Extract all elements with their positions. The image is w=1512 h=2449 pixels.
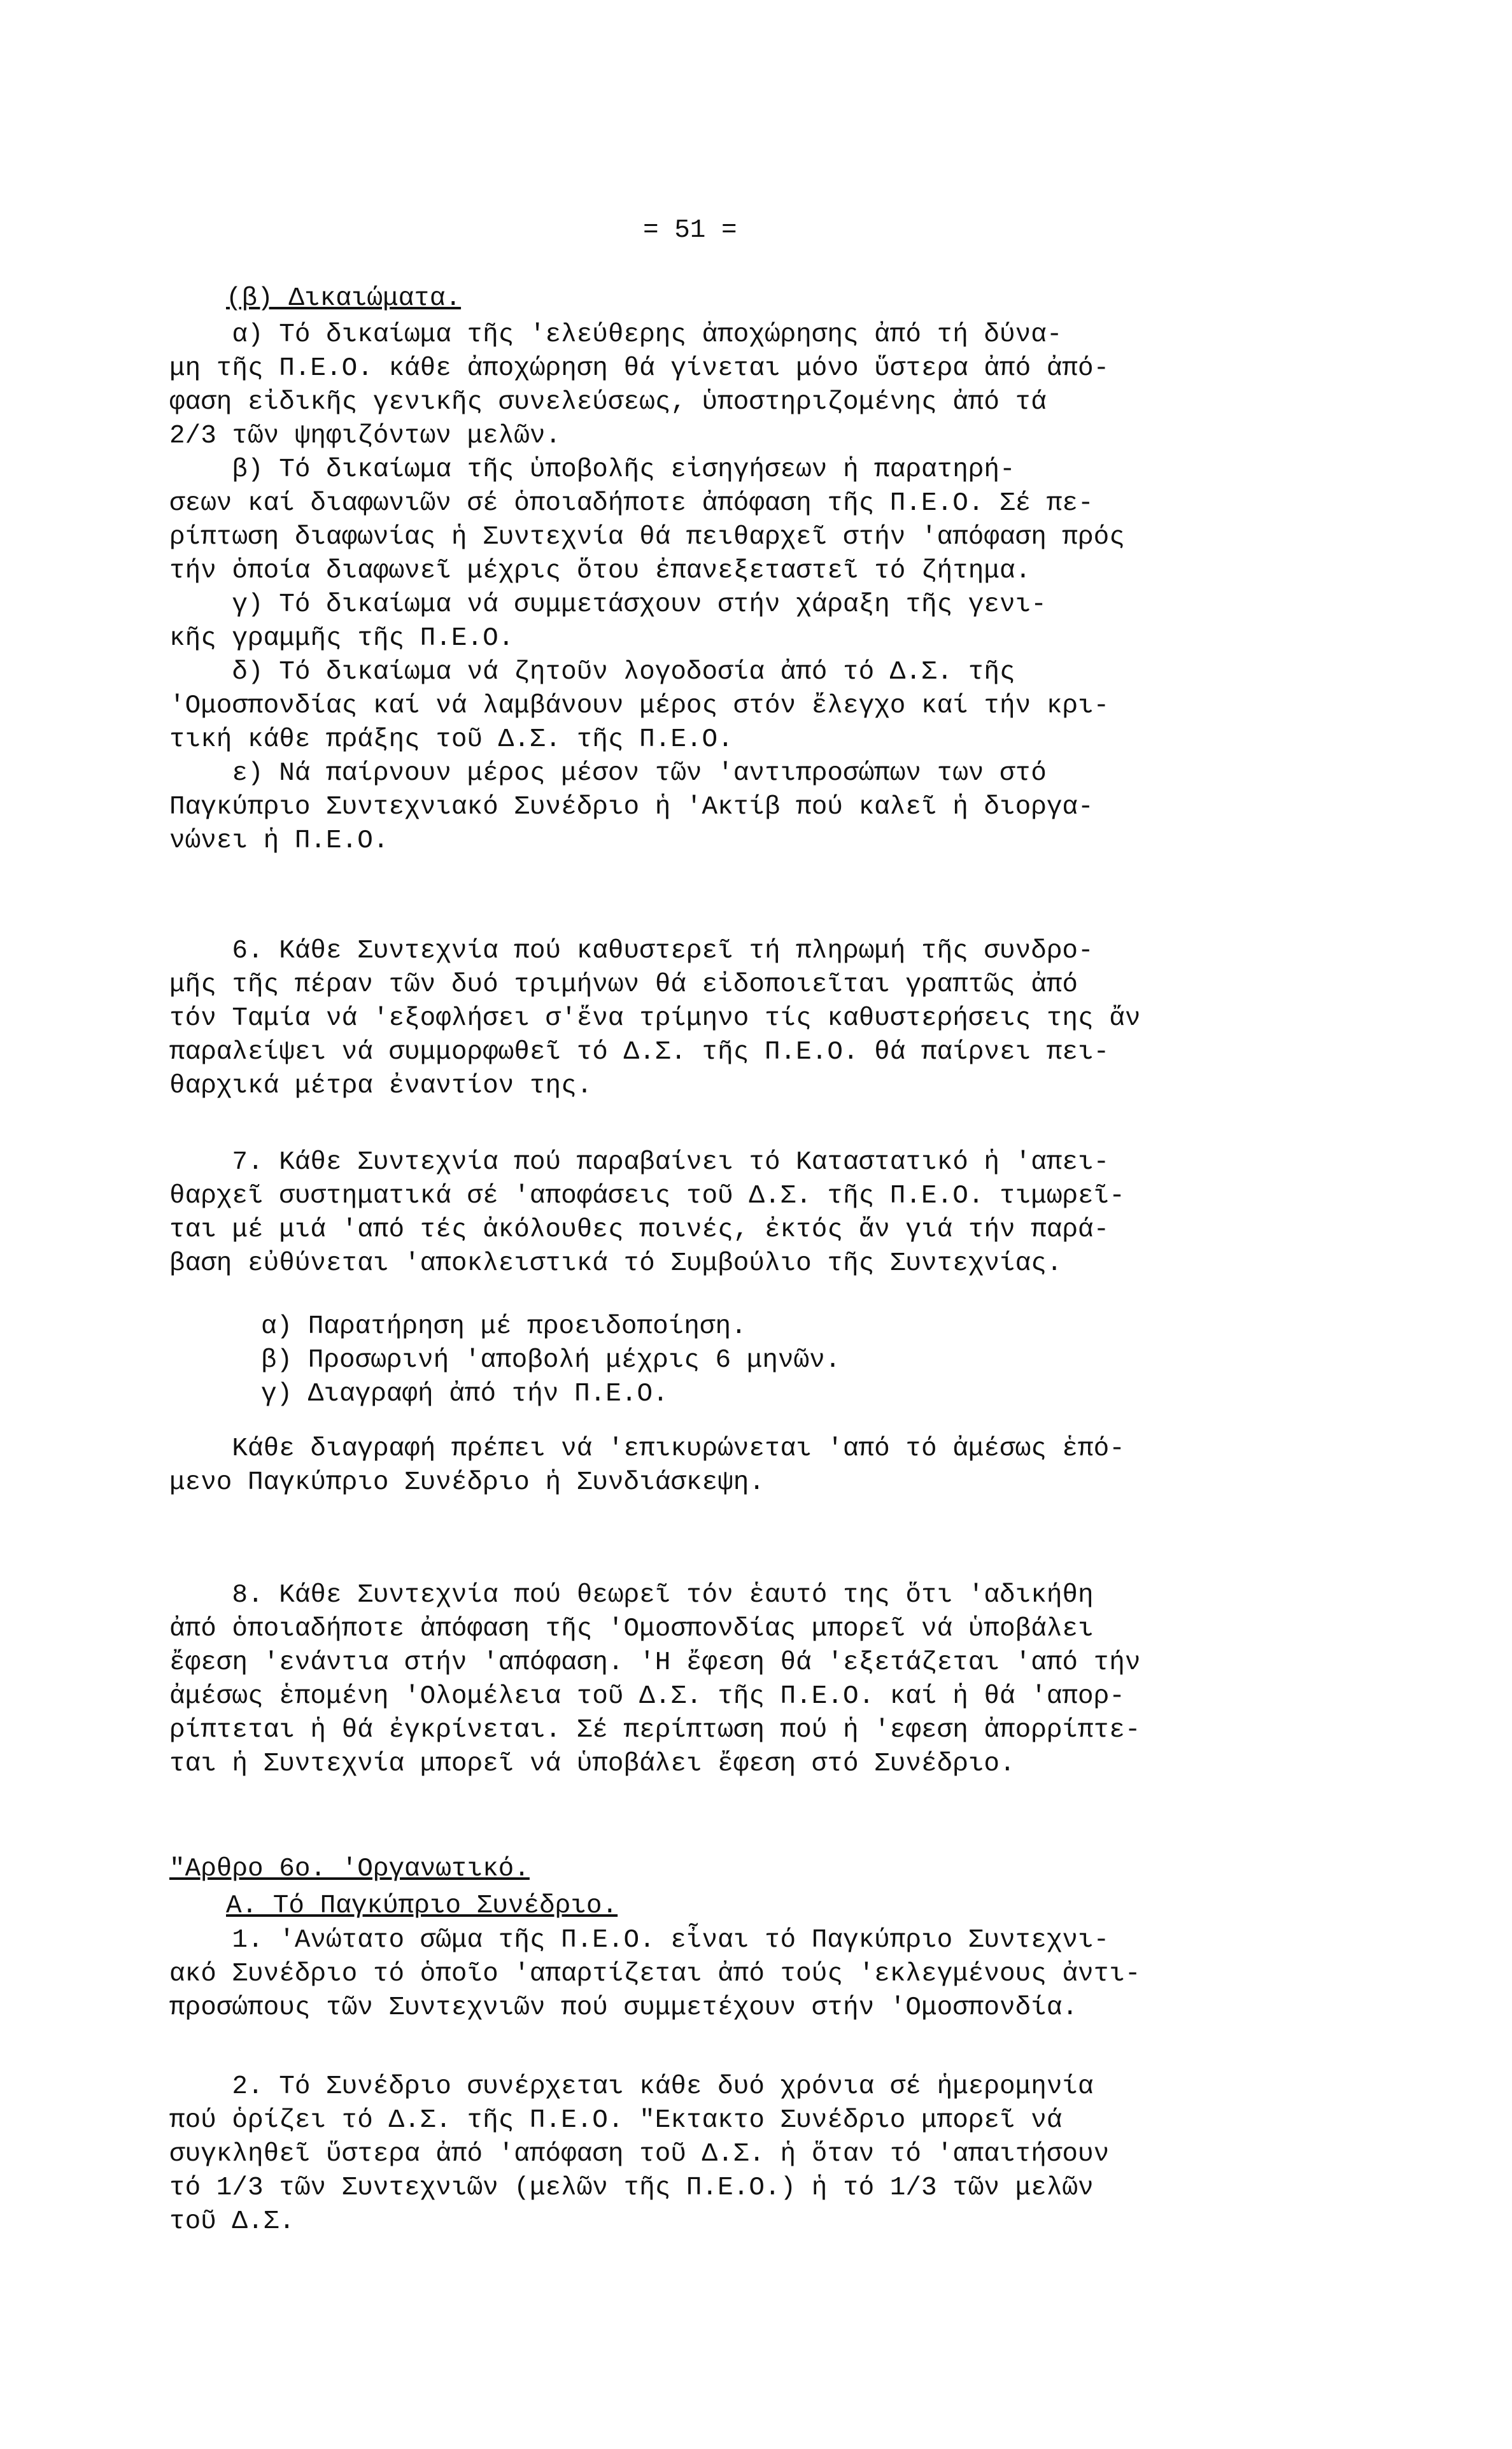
page-number: = 51 = — [643, 216, 737, 245]
text-line: 1. 'Ανώτατο σῶμα τῆς Π.Ε.Ο. εἶναι τό Παγκύπριο Συντεχνι- — [169, 1926, 1110, 1955]
text-line: τήν ὁποία διαφωνεῖ μέχρις ὅτου ἐπανεξεταστεῖ τό ζήτημα. — [169, 556, 1031, 586]
text-line: φαση εἰδικῆς γενικῆς συνελεύσεως, ὑποστηριζομένης ἀπό τά — [169, 388, 1047, 417]
text-line: ἔφεση 'ενάντια στήν 'απόφαση. 'Η ἔφεση θά 'εξετάζεται 'από τήν — [169, 1648, 1141, 1677]
article-6-heading: "Αρθρο 6ο. 'Οργανωτικό. — [169, 1854, 530, 1884]
text-line: πού ὁρίζει τό Δ.Σ. τῆς Π.Ε.Ο. "Εκτακτο Συνέδριο μπορεῖ νά — [169, 2106, 1063, 2135]
text-line: Παγκύπριο Συντεχνιακό Συνέδριο ἡ 'Ακτίβ πού καλεῖ ἡ διοργα- — [169, 793, 1094, 822]
text-line: 'Ομοσπονδίας καί νά λαμβάνουν μέρος στόν ἔλεγχο καί τήν κρι- — [169, 691, 1110, 721]
text-line: ακό Συνέδριο τό ὁποῖο 'απαρτίζεται ἀπό τούς 'εκλεγμένους ἀντι- — [169, 1959, 1141, 1989]
text-line: γ) Τό δικαίωμα νά συμμετάσχουν στήν χάραξη τῆς γενι- — [169, 590, 1047, 619]
text-line: 8. Κάθε Συντεχνία πού θεωρεῖ τόν ἑαυτό της ὅτι 'αδικήθη — [169, 1581, 1094, 1610]
text-line: παραλείψει νά συμμορφωθεῖ τό Δ.Σ. τῆς Π.Ε.Ο. θά παίρνει πει- — [169, 1038, 1110, 1067]
paragraph-8 — [169, 1579, 1140, 1781]
article-6-paragraph-2 — [169, 2070, 1109, 2239]
text-line: ται ἡ Συντεχνία μπορεῖ νά ὑποβάλει ἔφεση στό Συνέδριο. — [169, 1749, 1015, 1779]
text-line: ται μέ μιά 'από τές ἀκόλουθες ποινές, ἐκτός ἄν γιά τήν παρά- — [169, 1215, 1110, 1245]
list-item: α) Παρατήρηση μέ προειδοποίηση. — [261, 1312, 747, 1341]
text-line: κῆς γραμμῆς τῆς Π.Ε.Ο. — [169, 624, 514, 653]
article-6-paragraph-1 — [169, 1924, 1140, 2025]
text-line: τόν Ταμία νά 'εξοφλήσει σ'ἕνα τρίμηνο τίς καθυστερήσεις της ἄν — [169, 1004, 1141, 1033]
text-line: α) Τό δικαίωμα τῆς 'ελεύθερης ἀποχώρησης ἀπό τή δύνα- — [169, 320, 1063, 349]
text-line: μη τῆς Π.Ε.Ο. κάθε ἀποχώρηση θά γίνεται μόνο ὕστερα ἀπό ἀπό- — [169, 354, 1110, 383]
text-line: σεων καί διαφωνιῶν σέ ὁποιαδήποτε ἀπόφαση τῆς Π.Ε.Ο. Σέ πε- — [169, 489, 1094, 518]
penalty-list — [261, 1310, 840, 1411]
text-line: ρίπτωση διαφωνίας ἡ Συντεχνία θά πειθαρχεῖ στήν 'απόφαση πρός — [169, 523, 1125, 552]
paragraph-7 — [169, 1146, 1125, 1281]
paragraph-7-closing — [169, 1432, 1125, 1500]
text-line: θαρχικά μέτρα ἐναντίον της. — [169, 1071, 593, 1101]
section-b-heading: (β) Δικαιώματα. — [226, 284, 462, 313]
text-line: μῆς τῆς πέραν τῶν δυό τριμήνων θά εἰδοποιεῖται γραπτῶς ἀπό — [169, 970, 1078, 999]
text-line: προσώπους τῶν Συντεχνιῶν πού συμμετέχουν στήν 'Ομοσπονδία. — [169, 1993, 1078, 2022]
text-line: τό 1/3 τῶν Συντεχνιῶν (μελῶν τῆς Π.Ε.Ο.) ἡ τό 1/3 τῶν μελῶν — [169, 2173, 1094, 2203]
text-line: τοῦ Δ.Σ. — [169, 2207, 295, 2236]
text-line: τική κάθε πράξης τοῦ Δ.Σ. τῆς Π.Ε.Ο. — [169, 725, 733, 754]
text-line: ρίπτεται ἡ θά ἐγκρίνεται. Σέ περίπτωση πού ἡ 'εφεση ἀπορρίπτε- — [169, 1716, 1141, 1745]
text-line: νώνει ἡ Π.Ε.Ο. — [169, 826, 389, 856]
text-line: 7. Κάθε Συντεχνία πού παραβαίνει τό Καταστατικό ἡ 'απει- — [169, 1148, 1110, 1177]
text-line: ἀπό ὁποιαδήποτε ἀπόφαση τῆς 'Ομοσπονδίας μπορεῖ νά ὑποβάλει — [169, 1614, 1094, 1644]
text-line: μενο Παγκύπριο Συνέδριο ἡ Συνδιάσκεψη. — [169, 1468, 765, 1497]
text-line: βαση εὐθύνεται 'αποκλειστικά τό Συμβούλιο τῆς Συντεχνίας. — [169, 1249, 1063, 1278]
list-item: γ) Διαγραφή ἀπό τήν Π.Ε.Ο. — [261, 1380, 668, 1409]
text-line: 6. Κάθε Συντεχνία πού καθυστερεῖ τή πληρωμή τῆς συνδρο- — [169, 936, 1094, 966]
text-line: 2. Τό Συνέδριο συνέρχεται κάθε δυό χρόνια σέ ἡμερομηνία — [169, 2072, 1094, 2101]
article-6-subheading: Α. Τό Παγκύπριο Συνέδριο. — [226, 1891, 618, 1921]
text-line: ἀμέσως ἑπομένη 'Ολομέλεια τοῦ Δ.Σ. τῆς Π.Ε.Ο. καί ἡ θά 'απορ- — [169, 1682, 1125, 1711]
text-line: ε) Νά παίρνουν μέρος μέσον τῶν 'αντιπροσώπων των στό — [169, 759, 1047, 788]
text-line: Κάθε διαγραφή πρέπει νά 'επικυρώνεται 'από τό ἀμέσως ἑπό- — [169, 1434, 1125, 1464]
text-line: συγκληθεῖ ὕστερα ἀπό 'απόφαση τοῦ Δ.Σ. ἡ ὅταν τό 'απαιτήσουν — [169, 2140, 1110, 2169]
list-item: β) Προσωρινή 'αποβολή μέχρις 6 μηνῶν. — [261, 1346, 841, 1375]
section-b-body — [169, 318, 1125, 858]
text-line: θαρχεῖ συστηματικά σέ 'αποφάσεις τοῦ Δ.Σ. τῆς Π.Ε.Ο. τιμωρεῖ- — [169, 1182, 1125, 1211]
text-line: β) Τό δικαίωμα τῆς ὑποβολῆς εἰσηγήσεων ἡ παρατηρή- — [169, 455, 1015, 484]
text-line: 2/3 τῶν ψηφιζόντων μελῶν. — [169, 421, 562, 451]
paragraph-6 — [169, 935, 1140, 1103]
text-line: δ) Τό δικαίωμα νά ζητοῦν λογοδοσία ἀπό τό Δ.Σ. τῆς — [169, 658, 1015, 687]
